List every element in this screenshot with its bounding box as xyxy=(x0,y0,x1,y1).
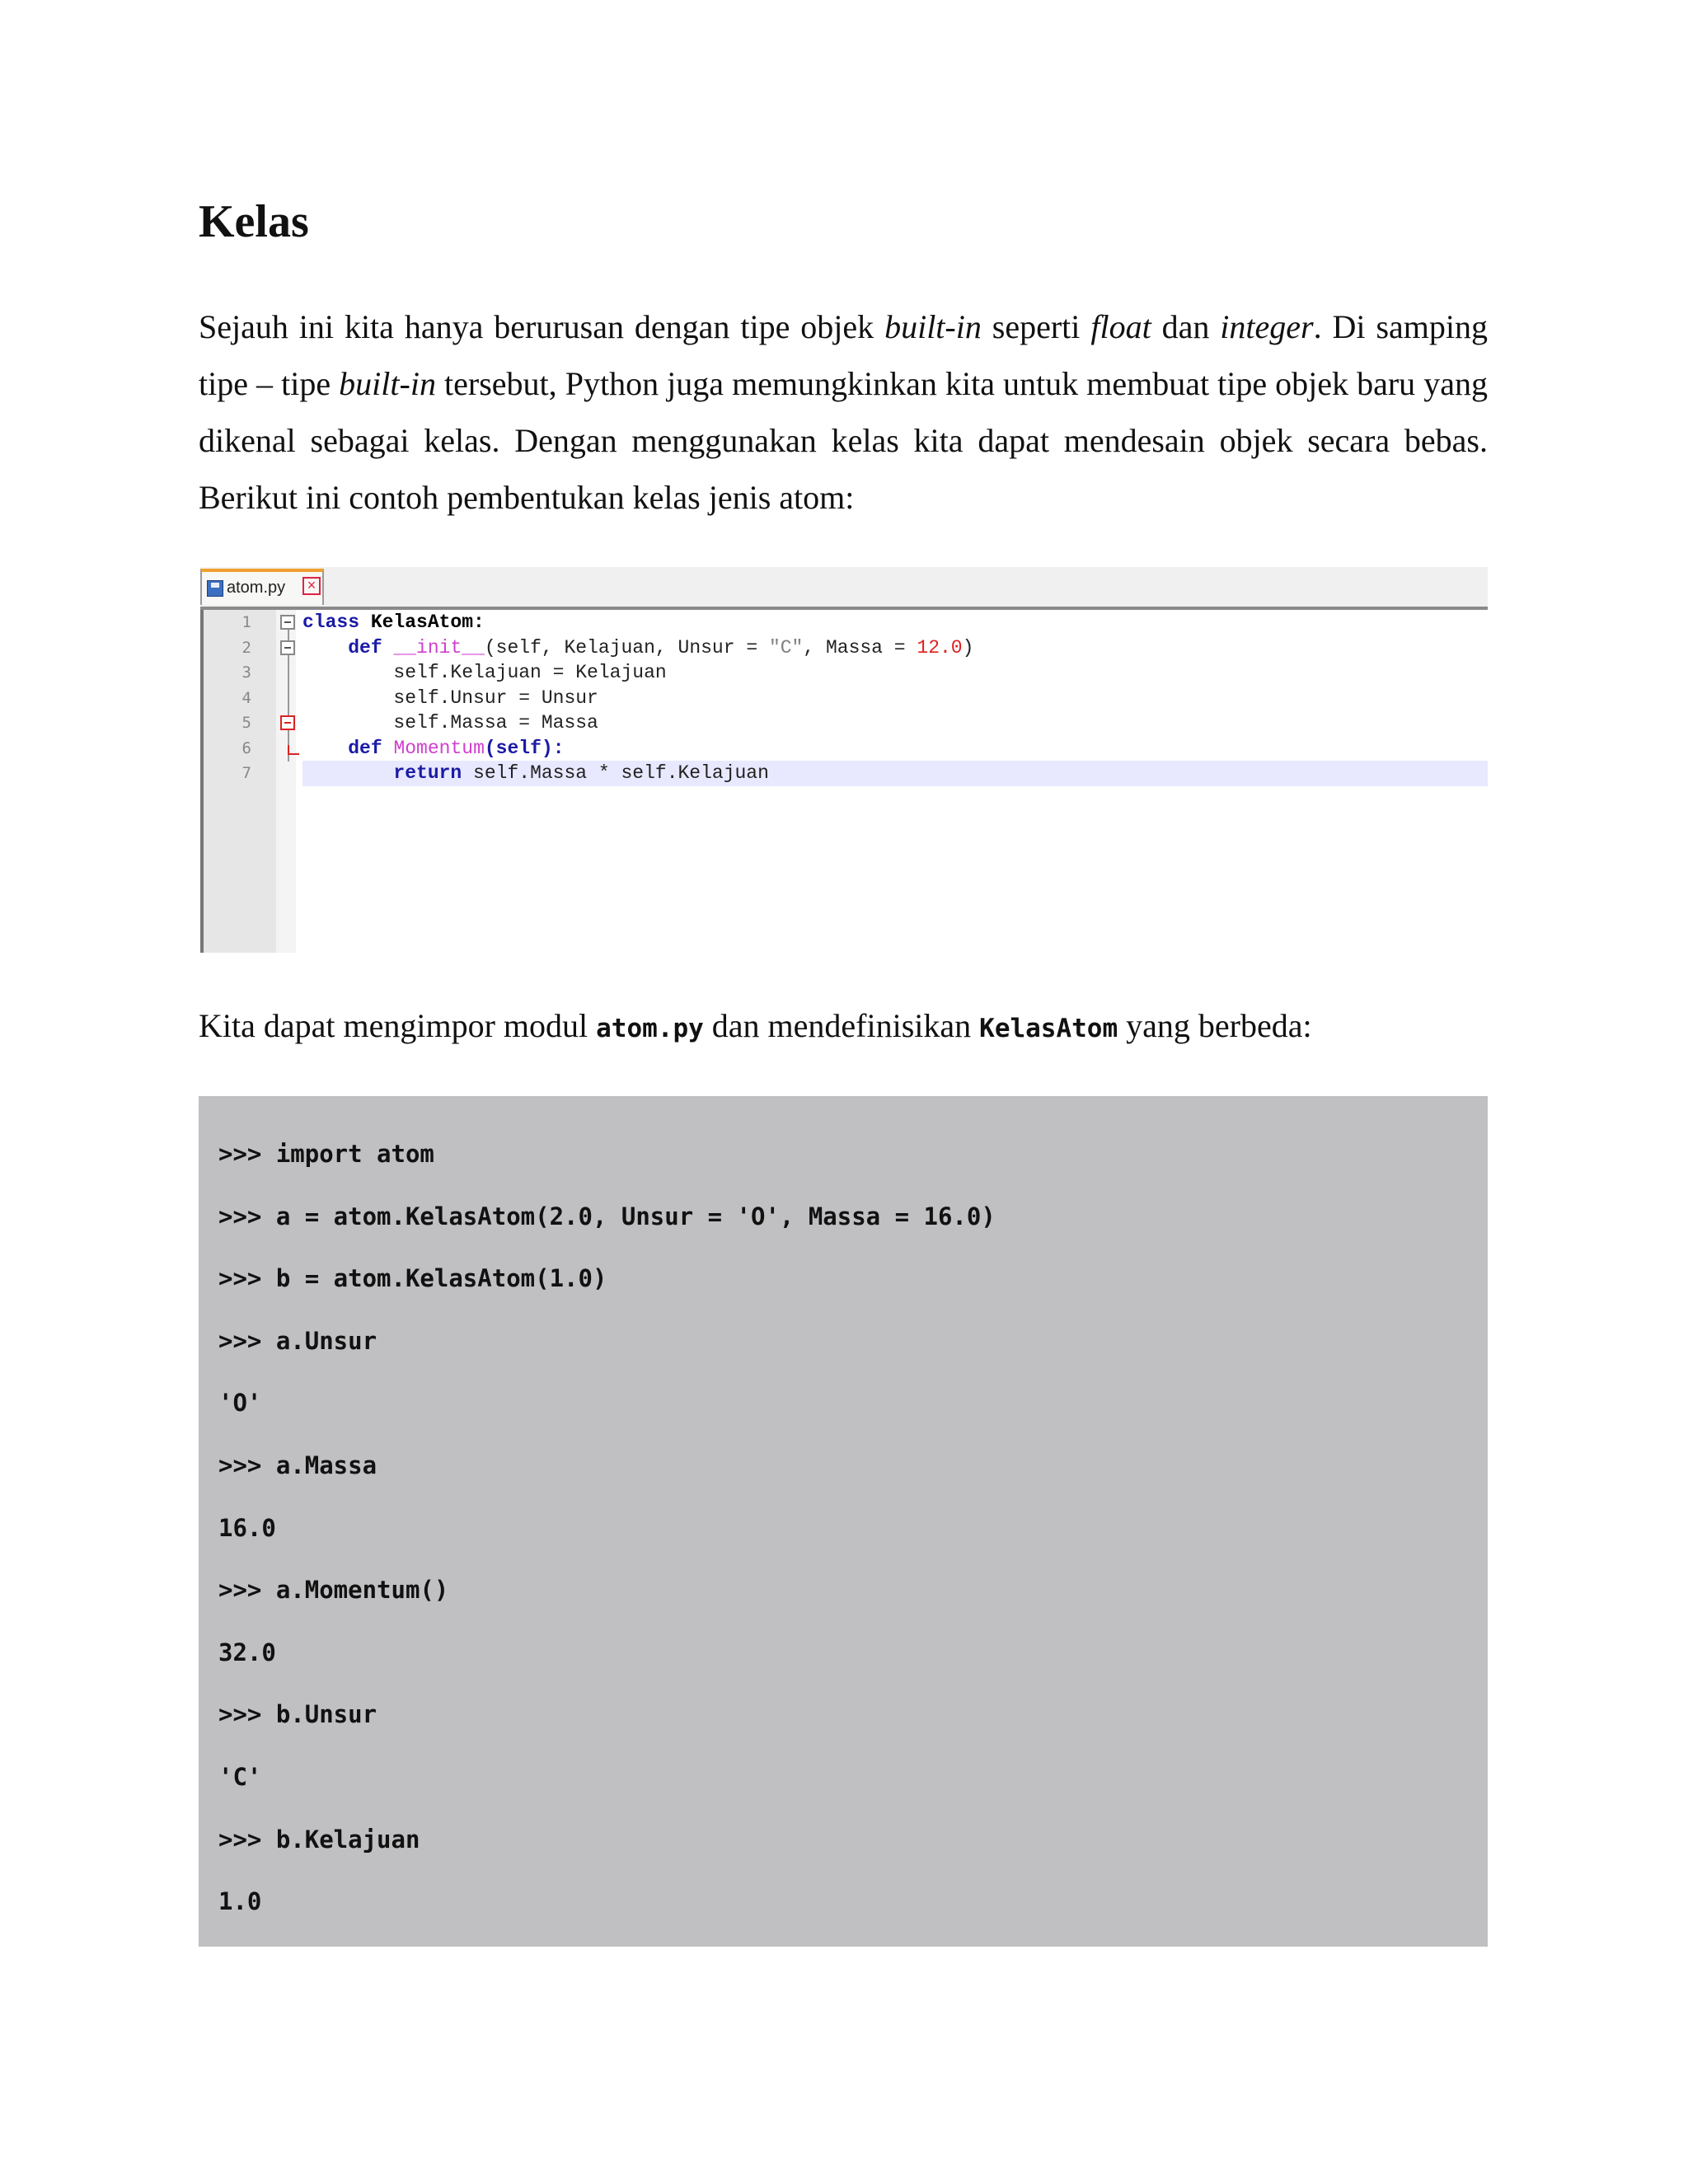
console-line: 1.0 xyxy=(218,1887,262,1916)
string-literal: "C" xyxy=(768,636,804,658)
fold-minus-icon[interactable] xyxy=(280,715,295,730)
intro-text-4: . Di samping tipe – tipe xyxy=(199,308,1489,402)
console-line: >>> a.Unsur xyxy=(218,1326,377,1355)
save-icon xyxy=(207,580,223,597)
import-text-2: dan mendefinisikan xyxy=(703,1007,980,1044)
console-line: >>> a = atom.KelasAtom(2.0, Unsur = 'O', Massa = 16.0) xyxy=(218,1202,996,1230)
fold-minus-icon[interactable] xyxy=(280,615,295,630)
console-line: >>> a.Momentum() xyxy=(218,1576,449,1605)
inline-code-module: atom.py xyxy=(596,1014,704,1043)
fold-end-marker-icon xyxy=(288,745,299,755)
intro-emphasis-3: integer xyxy=(1220,308,1314,345)
line-number: 3 xyxy=(241,663,251,682)
code-editor-screenshot xyxy=(200,567,1488,953)
space xyxy=(382,738,394,759)
editor-tab-bar xyxy=(200,567,1488,610)
close-icon[interactable]: × xyxy=(302,577,321,595)
intro-emphasis-2: float xyxy=(1090,308,1151,345)
intro-emphasis-4: built-in xyxy=(339,365,436,402)
inline-code-class: KelasAtom xyxy=(979,1014,1118,1043)
code-line: self.Unsur = Unsur xyxy=(302,687,598,709)
fold-minus-icon[interactable] xyxy=(280,640,295,655)
console-line: 16.0 xyxy=(218,1513,276,1542)
line-number: 1 xyxy=(241,613,251,631)
line-number: 7 xyxy=(241,764,251,782)
indent xyxy=(302,762,393,784)
function-name: Momentum xyxy=(393,737,485,759)
import-text-3: yang berbeda: xyxy=(1118,1007,1312,1044)
line-number: 2 xyxy=(241,638,251,657)
code-area[interactable] xyxy=(302,610,1488,786)
keyword: return xyxy=(393,762,462,784)
line-number: 4 xyxy=(241,688,251,707)
code-text: , Massa = xyxy=(803,636,917,658)
fold-margin xyxy=(276,610,296,953)
indent xyxy=(302,637,348,658)
code-line xyxy=(302,635,1488,661)
console-line: >>> import atom xyxy=(218,1140,434,1168)
console-line: >>> b.Kelajuan xyxy=(218,1825,420,1854)
code-text: (self): xyxy=(484,737,565,759)
space xyxy=(382,637,394,658)
python-console-block xyxy=(199,1096,1488,1947)
console-line: >>> a.Massa xyxy=(218,1451,377,1479)
console-line: 'C' xyxy=(218,1762,262,1791)
import-paragraph xyxy=(199,997,1488,1057)
code-line: self.Kelajuan = Kelajuan xyxy=(302,662,667,683)
console-line: 32.0 xyxy=(218,1638,276,1666)
editor-tab-atom-py[interactable] xyxy=(200,569,324,605)
code-line: self.Massa = Massa xyxy=(302,712,598,733)
line-number: 6 xyxy=(241,738,251,757)
keyword: def xyxy=(348,636,382,658)
intro-text-3: dan xyxy=(1151,308,1221,345)
page-title: Kelas xyxy=(199,196,309,247)
intro-text-2: seperti xyxy=(981,308,1091,345)
code-line-current xyxy=(302,761,1488,786)
number-literal: 12.0 xyxy=(917,636,963,658)
code-line xyxy=(302,610,1488,635)
keyword: class xyxy=(302,612,360,633)
function-name: __init__ xyxy=(393,636,485,658)
intro-emphasis-1: built-in xyxy=(884,308,982,345)
line-number: 5 xyxy=(241,714,251,732)
console-lines xyxy=(218,1139,996,1949)
import-text-1: Kita dapat mengimpor modul xyxy=(199,1007,597,1044)
line-numbers xyxy=(200,610,251,786)
console-line: >>> b.Unsur xyxy=(218,1700,377,1729)
intro-text-1: Sejauh ini kita hanya berurusan dengan tipe objek xyxy=(199,308,885,345)
code-text: self.Massa * self.Kelajuan xyxy=(462,762,769,784)
code-text: ) xyxy=(962,636,974,658)
class-name: KelasAtom: xyxy=(359,612,485,633)
console-line: 'O' xyxy=(218,1389,262,1418)
editor-tab-label: atom.py xyxy=(227,579,286,597)
console-line: >>> b = atom.KelasAtom(1.0) xyxy=(218,1264,607,1293)
intro-paragraph xyxy=(199,298,1488,526)
code-text: (self, Kelajuan, Unsur = xyxy=(484,636,769,658)
indent xyxy=(302,738,348,759)
intro-text-5: tersebut, Python juga memungkinkan kita untuk membuat tipe objek baru yang dikenal sebagai kelas. Dengan menggunakan kelas kita dapat mendesain objek secara bebas. Berikut ini contoh pembentukan kelas jenis atom: xyxy=(199,365,1489,516)
keyword: def xyxy=(348,737,382,759)
code-line xyxy=(302,736,1488,762)
